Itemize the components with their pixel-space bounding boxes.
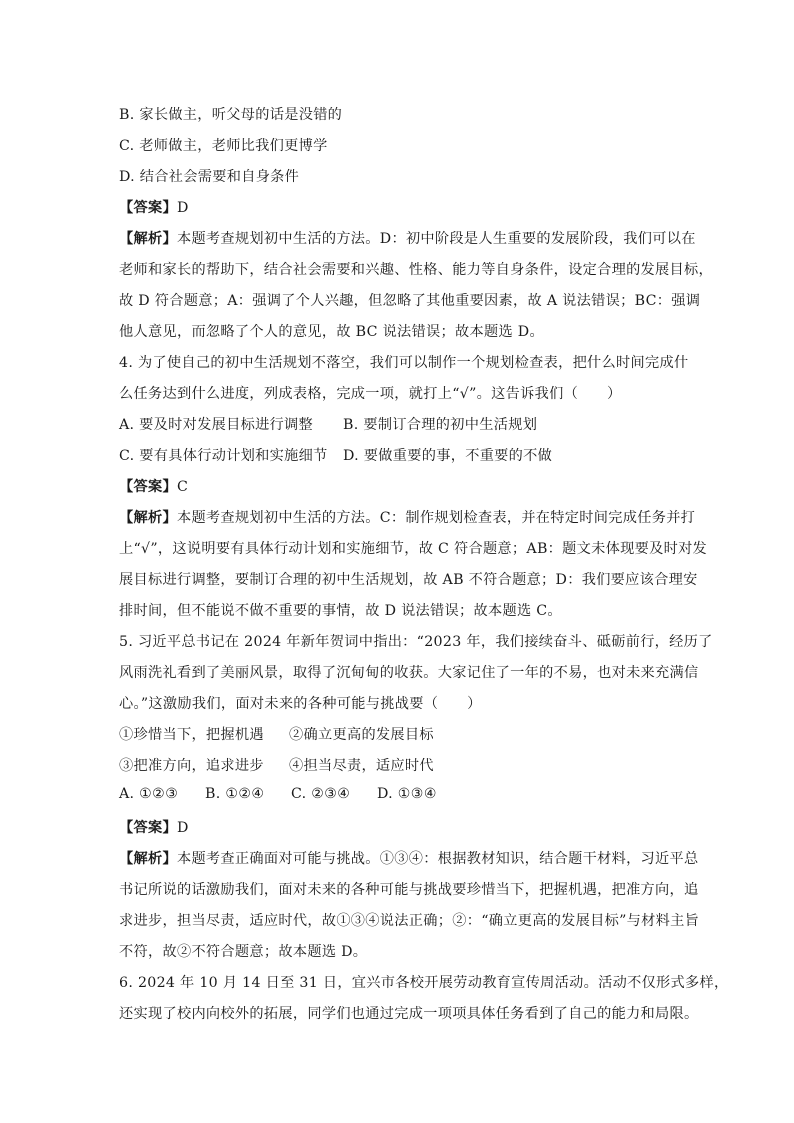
q3-option-c: C. 老师做主，老师比我们更博学 xyxy=(119,138,328,154)
answer-tag: 【答案】 xyxy=(119,479,177,495)
q3-answer xyxy=(119,197,189,217)
q5-options xyxy=(119,786,437,802)
q5-stem-line-2: 风雨洗礼看到了美丽风景，取得了沉甸甸的收获。大家记住了一年的不易，也对未来充满信 xyxy=(119,665,699,681)
answer-tag: 【答案】 xyxy=(119,200,177,216)
q4-analysis-line-3: 展目标进行调整，要制订合理的初中生活规划，故 AB 不符合题意；D：我们要应该合理安 xyxy=(119,572,698,588)
q5-analysis-line-4: 不符，故②不符合题意；故本题选 D。 xyxy=(119,944,368,960)
q4-option-c: C. 要有具体行动计划和实施细节 xyxy=(119,448,328,464)
q5-option-d: D. ①③④ xyxy=(377,786,437,802)
q5-option-c: C. ②③④ xyxy=(291,786,351,802)
q5-item-2: ②确立更高的发展目标 xyxy=(289,727,434,743)
q6-stem-line-2: 还实现了校内向校外的拓展，同学们也通过完成一项项具体任务看到了自己的能力和局限。 xyxy=(119,1006,699,1022)
q5-stem-line-3: 心。”这激励我们，面对未来的各种可能与挑战要（ ） xyxy=(119,696,482,712)
q4-option-a: A. 要及时对发展目标进行调整 xyxy=(119,417,314,433)
q5-analysis-line-1: 【解析】本题考查正确面对可能与挑战。①③④：根据教材知识，结合题干材料，习近平总 xyxy=(119,851,699,867)
q5-items-12 xyxy=(119,724,434,744)
q5-option-b: B. ①②④ xyxy=(205,786,265,802)
q3-option-d: D. 结合社会需要和自身条件 xyxy=(119,169,300,185)
analysis-tag: 【解析】 xyxy=(119,510,177,526)
q4-analysis-line-2: 上“√”，这说明要有具体行动计划和实施细节，故 C 符合题意；AB：题文未体现要及时对发 xyxy=(119,541,708,557)
q4-option-b: B. 要制订合理的初中生活规划 xyxy=(343,417,538,433)
q4-stem-line-2: 么任务达到什么进度，列成表格，完成一项，就打上“√”。这告诉我们（ ） xyxy=(119,386,622,402)
q3-analysis-line-4: 他人意见，而忽略了个人的意见，故 BC 说法错误；故本题选 D。 xyxy=(119,324,544,340)
q4-answer xyxy=(119,476,188,496)
q4-options-cd xyxy=(119,445,552,465)
q5-analysis-line-2: 书记所说的话激励我们，面对未来的各种可能与挑战要珍惜当下，把握机遇，把准方向，追 xyxy=(119,882,699,898)
q5-option-a: A. ①②③ xyxy=(119,786,179,802)
q5-item-3: ③把准方向，追求进步 xyxy=(119,758,264,774)
q3-analysis-line-1: 【解析】本题考查规划初中生活的方法。D：初中阶段是人生重要的发展阶段，我们可以在 xyxy=(119,231,696,247)
q6-stem-line-1: 6. 2024 年 10 月 14 日至 31 日，宜兴市各校开展劳动教育宣传周活动。活动不仅形式多样， xyxy=(119,975,729,991)
analysis-tag: 【解析】 xyxy=(119,851,177,867)
q5-answer xyxy=(119,817,189,837)
q5-stem-line-1: 5. 习近平总书记在 2024 年新年贺词中指出：“2023 年，我们接续奋斗、砥砺前行，经历了 xyxy=(119,634,713,650)
q3-option-b: B. 家长做主，听父母的话是没错的 xyxy=(119,107,343,123)
q5-item-1: ①珍惜当下，把握机遇 xyxy=(119,727,264,743)
answer-value: D xyxy=(176,820,189,836)
q3-analysis-line-3: 故 D 符合题意；A：强调了个人兴趣，但忽略了其他重要因素，故 A 说法错误；BC：强调 xyxy=(119,293,701,309)
q4-options-ab xyxy=(119,414,537,434)
analysis-tag: 【解析】 xyxy=(119,231,177,247)
q4-analysis-line-1: 【解析】本题考查规划初中生活的方法。C：制作规划检查表，并在特定时间完成任务并打 xyxy=(119,510,696,526)
answer-value: C xyxy=(176,479,189,495)
q5-item-4: ④担当尽责，适应时代 xyxy=(289,758,434,774)
q4-stem-line-1: 4. 为了使自己的初中生活规划不落空，我们可以制作一个规划检查表，把什么时间完成什 xyxy=(119,355,689,371)
q4-option-d: D. 要做重要的事，不重要的不做 xyxy=(343,448,553,464)
q5-items-34 xyxy=(119,755,434,775)
q5-analysis-line-3: 求进步，担当尽责，适应时代，故①③④说法正确；②：“确立更高的发展目标”与材料主旨 xyxy=(119,913,700,929)
answer-value: D xyxy=(176,200,189,216)
answer-tag: 【答案】 xyxy=(119,820,177,836)
q4-analysis-line-4: 排时间，但不能说不做不重要的事情，故 D 说法错误；故本题选 C。 xyxy=(119,603,562,619)
q3-analysis-line-2: 老师和家长的帮助下，结合社会需要和兴趣、性格、能力等自身条件，设定合理的发展目标， xyxy=(119,262,713,278)
